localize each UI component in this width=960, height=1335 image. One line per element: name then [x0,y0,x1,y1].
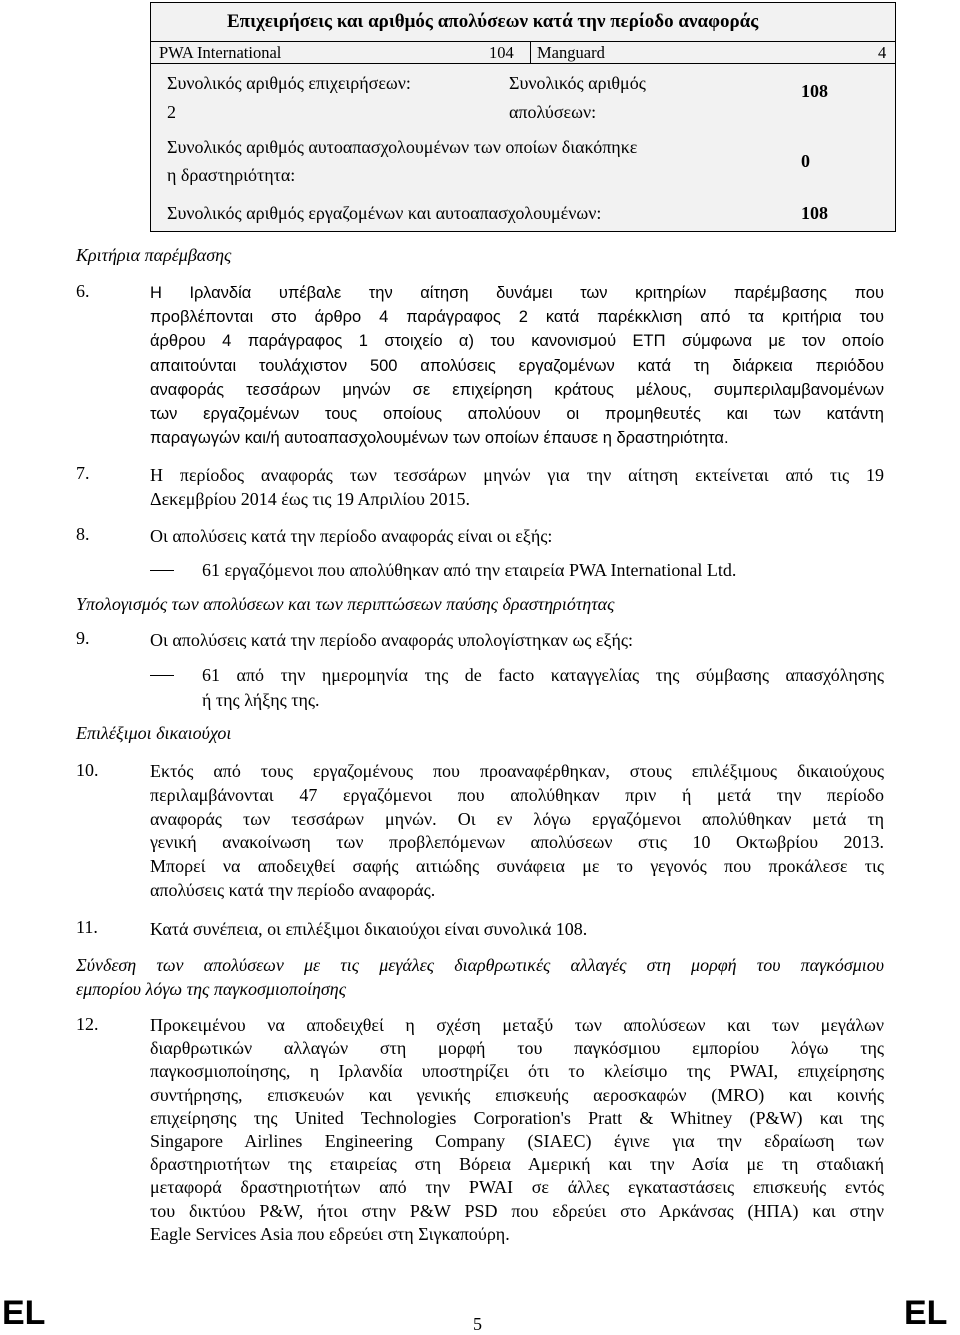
paragraph-number: 12. [76,1014,99,1034]
bullet-item: 61 από την ημερομηνία της de facto καταγγελίας της σύμβασης απασχόλησης ή της λήξης της. [202,665,884,710]
bullet-dash [150,570,174,571]
paragraph-number: 11. [76,917,98,937]
paragraph-number: 6. [76,281,90,301]
total-companies-label: Συνολικός αριθμός επιχειρήσεων: [167,73,411,93]
footer-language-right: EL [904,1294,948,1332]
paragraph-number: 7. [76,463,90,483]
paragraph-number: 10. [76,760,99,780]
section-heading: Υπολογισμός των απολύσεων και των περιπτώσεων παύσης δραστηριότητας [76,594,615,614]
section-heading: Σύνδεση των απολύσεων με τις μεγάλες διαρθρωτικές αλλαγές στη μορφή του παγκόσμιου εμπορίου λόγω της παγκοσμιοποίησης [76,955,884,999]
table-title: Επιχειρήσεις και αριθμός απολύσεων κατά την περίοδο αναφοράς [227,11,759,32]
divider [151,63,895,64]
paragraph-10: Εκτός από τους εργαζομένους που προαναφέρθηκαν, στους επιλέξιμους δικαιούχους περιλαμβάνονται 47 εργαζόμενοι που απολύθηκαν πριν ή μετά την περίοδο αναφοράς των τεσσάρων μηνών. Οι εν λόγω εργαζόμενοι απολύθηκαν μετά τη γενική ανακοίνωση των προβλεπόμενων απολύσεων στις 10 Οκτωβρίου 2013. Μπορεί να αποδειχθεί σαφής αιτιώδης συνάφεια με το γεγονός που προκάλεσε τις απολύσεις κατά την περίοδο αναφοράς. [150,761,884,900]
total-dismissals-label: Συνολικός αριθμός [509,73,646,93]
paragraph-number: 8. [76,524,90,544]
divider [530,41,531,63]
total-dismissals-value: 108 [801,81,828,101]
total-workers-value: 108 [801,203,828,223]
bullet-dash [150,675,174,676]
bullet-item: 61 εργαζόμενοι που απολύθηκαν από την εταιρεία PWA International Ltd. [202,560,737,580]
footer-language-left: EL [2,1294,46,1332]
section-heading: Κριτήρια παρέμβασης [76,245,232,265]
company-count: 4 [878,43,887,62]
section-heading: Επιλέξιμοι δικαιούχοι [76,723,232,743]
total-dismissals-label: απολύσεων: [509,102,597,122]
self-employed-label: Συνολικός αριθμός αυτοαπασχολουμένων των οποίων διακόπηκε [167,137,638,157]
paragraph-number: 9. [76,628,90,648]
self-employed-value: 0 [801,151,810,171]
paragraph-12: Προκειμένου να αποδειχθεί η σχέση μεταξύ των απολύσεων και των μεγάλων διαρθρωτικών αλλαγών στη μορφή του παγκόσμιου εμπορίου λόγω της παγκοσμιοποίησης, η Ιρλανδία υποστηρίζει ότι το κλείσιμο της PWAI, επιχείρησης συντήρησης, επισκευών και γενικής επισκευής αεροσκαφών (MRO) και κοινής επιχείρησης της United Technologies Corporation's Pratt & Whitney (P&W) και της Singapore Airlines Engineering Company (SIAEC) έγινε για την εδραίωση των δραστηριοτήτων της εταιρείας στη Βόρεια Αμερική και την Ασία με τη σταδιακή μεταφορά δραστηριοτήτων από την PWAI σε άλλες εγκαταστάσεις επισκευής εντός του δικτύου P&W, ήτοι στην P&W PSD που εδρεύει στο Αρκάνσας (ΗΠΑ) και στην Eagle Services Asia που εδρεύει στη Σιγκαπούρη. [150,1015,884,1244]
company-count: 104 [489,43,514,62]
paragraph-6: Η Ιρλανδία υπέβαλε την αίτηση δυνάμει των κριτηρίων παρέμβασης που προβλέπονται στο άρθρο 4 παράγραφος 2 κατά παρέκκλιση από τα κριτήρια του άρθρου 4 παράγραφος 1 στοιχείο α) του κανονισμού ΕΤΠ σύμφωνα με τον οποίο απαιτούνται τουλάχιστον 500 απολύσεις εργαζομένων κατά τη διάρκεια περιόδου αναφοράς τεσσάρων μηνών σε επιχείρηση κράτους μέλους, συμπεριλαμβανομένων των εργαζομένων τους οποίους απολύουν οι προμηθευτές και των κατάντη παραγωγών και/ή αυτοαπασχολουμένων των οποίων έπαυσε η δραστηριότητα. [150,284,884,448]
page-number: 5 [473,1314,482,1334]
self-employed-label: η δραστηριότητα: [167,165,296,185]
paragraph-7: Η περίοδος αναφοράς των τεσσάρων μηνών για την αίτηση εκτείνεται από τις 19 Δεκεμβρίου 2014 έως τις 19 Απριλίου 2015. [150,465,884,509]
paragraph-8: Οι απολύσεις κατά την περίοδο αναφοράς είναι οι εξής: [150,526,553,546]
paragraph-9: Οι απολύσεις κατά την περίοδο αναφοράς υπολογίστηκαν ως εξής: [150,630,634,650]
company-name: PWA International [159,43,282,62]
total-workers-label: Συνολικός αριθμός εργαζομένων και αυτοαπασχολουμένων: [167,203,602,223]
company-name: Manguard [537,43,605,62]
dismissals-table [150,2,896,232]
paragraph-11: Κατά συνέπεια, οι επιλέξιμοι δικαιούχοι είναι συνολικά 108. [150,919,588,939]
total-companies-value: 2 [167,102,176,122]
divider [151,41,895,42]
